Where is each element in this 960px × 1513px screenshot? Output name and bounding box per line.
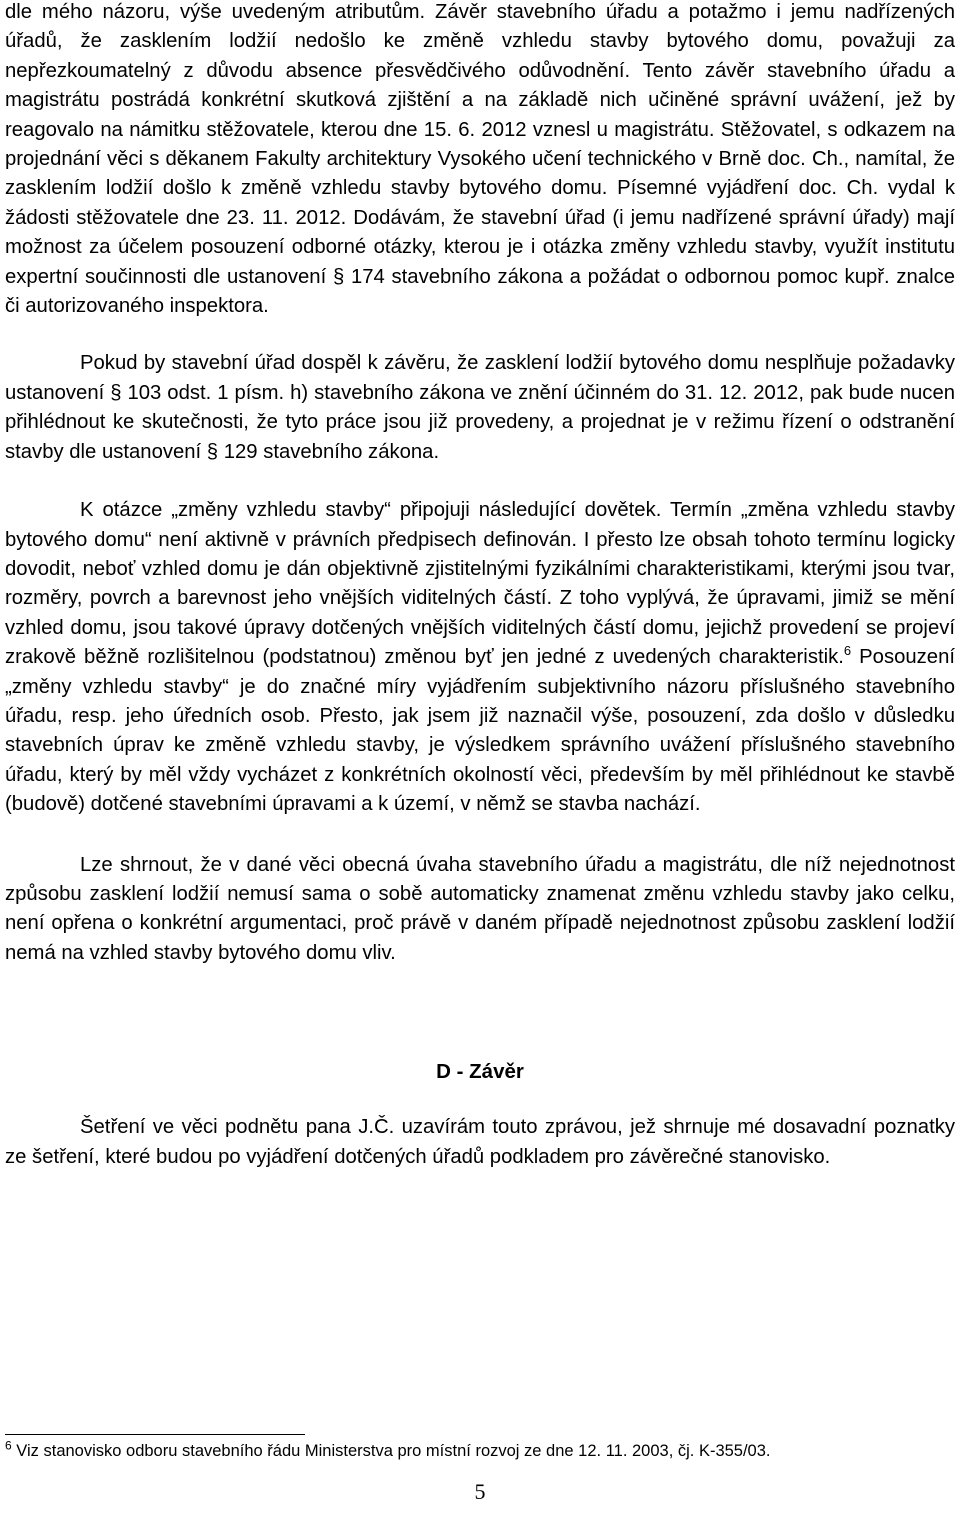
document-page bbox=[5, 0, 955, 1172]
paragraph-3-text-a: K otázce „změny vzhledu stavby“ připojuji následující dovětek. Termín „změna vzhledu stavby bytového domu“ není aktivně v právních předpisech definován. I přesto lze obsah tohoto termínu logicky dovodit, neboť vzhled domu je dán objektivně zjistitelnými fyzikálními charakteristikami, kterými jsou tvar, rozměry, povrch a barevnost jeho vnějších viditelných částí. Z toho vyplývá, že úpravami, jimiž se mění vzhled domu, jsou takové úpravy dotčených vnějších viditelných částí domu, jejichž provedení se projeví zrakově běžně rozlišitelnou (podstatnou) změnou byť jen jedné z uvedených charakteristik. bbox=[5, 499, 955, 669]
paragraph-3 bbox=[5, 496, 955, 819]
footnote-text: Viz stanovisko odboru stavebního řádu Ministerstva pro místní rozvoj ze dne 12. 11. 2003, čj. K-355/03. bbox=[11, 1442, 771, 1460]
footnote bbox=[5, 1440, 955, 1462]
paragraph-4: Lze shrnout, že v dané věci obecná úvaha stavebního úřadu a magistrátu, dle níž nejednotnost způsobu zasklení lodžií nemusí sama o sobě automaticky znamenat změnu vzhledu stavby jako celku, není opřena o konkrétní argumentaci, proč právě v daném případě nejednotnost způsobu zasklení lodžií nemá na vzhled stavby bytového domu vliv. bbox=[5, 853, 955, 964]
footnote-reference: 6 bbox=[843, 643, 852, 659]
footnote-divider bbox=[5, 1434, 305, 1435]
paragraph-3-text-b: Posouzení „změny vzhledu stavby“ je do značné míry vyjádřením subjektivního názoru příslušného stavebního úřadu, resp. jeho úředních osob. Přesto, jak jsem již naznačil výše, posouzení, zda došlo v důsledku stavebních úprav ke změně vzhledu stavby, je výsledkem správního uvážení příslušného stavebního úřadu, který by měl vždy vycházet z konkrétních okolností věci, především by měl přihlédnout ke stavbě (budově) dotčené stavebními úpravami a k území, v němž se stavba nachází. bbox=[5, 646, 955, 816]
page-number: 5 bbox=[474, 1479, 486, 1504]
paragraph-5: Šetření ve věci podnětu pana J.Č. uzavírám touto zprávou, jež shrnuje mé dosavadní poznatky ze šetření, které budou po vyjádření dotčených úřadů podkladem pro závěrečné stanovisko. bbox=[5, 1116, 955, 1168]
paragraph-2: Pokud by stavební úřad dospěl k závěru, že zasklení lodžií bytového domu nesplňuje požadavky ustanovení § 103 odst. 1 písm. h) stavebního zákona ve znění účinném do 31. 12. 2012, pak bude nucen přihlédnout ke skutečnosti, že tyto práce jsou již provedeny, a projednat je v režimu řízení o odstranění stavby dle ustanovení § 129 stavebního zákona. bbox=[5, 352, 955, 463]
section-heading: D - Závěr bbox=[436, 1060, 524, 1084]
footnote-number: 6 bbox=[5, 1438, 12, 1453]
paragraph-1: dle mého názoru, výše uvedeným atributům. Závěr stavebního úřadu a potažmo i jemu nadřízených úřadů, že zasklením lodžií nedošlo ke změně vzhledu stavby bytového domu, považuji za nepřezkoumatelný z důvodu absence přesvědčivého odůvodnění. Tento závěr stavebního úřadu a magistrátu postrádá konkrétní skutková zjištění a na základě nich učiněné správní uvážení, jež by reagovalo na námitku stěžovatele, kterou dne 15. 6. 2012 vznesl u magistrátu. Stěžovatel, s odkazem na projednání věci s děkanem Fakulty architektury Vysokého učení technického v Brně doc. Ch., namítal, že zasklením lodžií došlo k změně vzhledu stavby bytového domu. Písemné vyjádření doc. Ch. vydal k žádosti stěžovatele dne 23. 11. 2012. Dodávám, že stavební úřad (i jemu nadřízené správní úřady) mají možnost za účelem posouzení odborné otázky, kterou je i otázka změny vzhledu stavby, využít institutu expertní součinnosti dle ustanovení § 174 stavebního zákona a požádat o odbornou pomoc kupř. znalce či autorizovaného inspektora. bbox=[5, 1, 955, 318]
